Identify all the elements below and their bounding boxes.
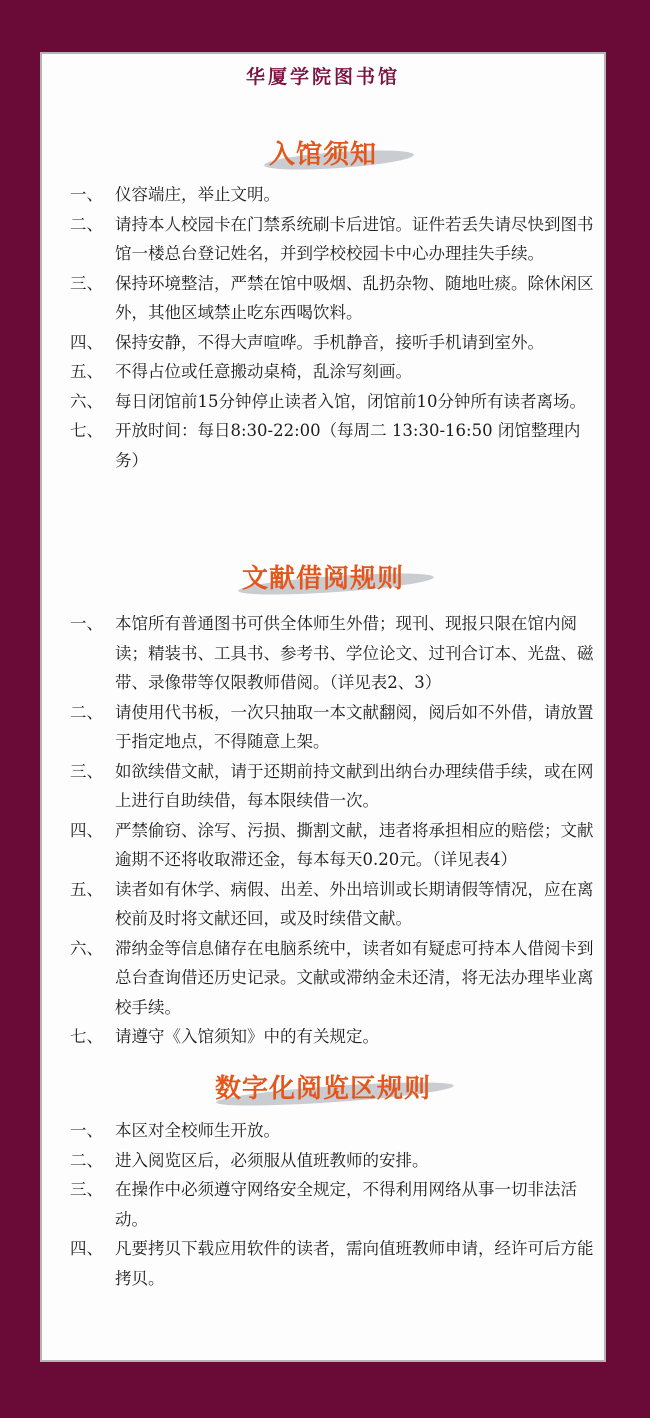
rule-number: 四、 [70,1239,103,1258]
rule-text: 请遵守《入馆须知》中的有关规定。 [115,1027,379,1046]
rule-item [70,698,594,757]
rule-number: 一、 [70,614,103,633]
rule-number: 三、 [70,273,103,293]
rule-item [70,1022,594,1052]
rule-item [70,328,594,358]
rule-text: 本馆所有普通图书可供全体师生外借；现刊、现报只限在馆内阅读；精装书、工具书、参考书、学位论文、过刊合订本、光盘、磁带、录像带等仅限教师借阅。（详见表2、3） [115,614,594,692]
rule-item [70,934,594,1023]
rule-item [70,1116,594,1146]
borrowing-rules-list [70,609,594,1052]
rule-text: 读者如有休学、病假、出差、外出培训或长期请假等情况，应在离校前及时将文献还回，或及时续借文献。 [115,879,594,928]
rule-item [70,816,594,875]
section-title-digital-reading-rules [42,1068,604,1112]
rule-text: 保持安静，不得大声喧哗。手机静音，接听手机请到室外。 [115,332,544,352]
rule-text: 本区对全校师生开放。 [115,1121,280,1140]
rule-text: 每日闭馆前15分钟停止读者入馆，闭馆前10分钟所有读者离场。 [115,391,586,411]
rule-item [70,416,594,475]
rule-text: 如欲续借文献，请于还期前持文献到出纳台办理续借手续，或在网上进行自助续借，每本限续借一次。 [115,761,594,810]
entry-notice-rules [70,180,594,475]
section-title-text: 入馆须知 [268,140,377,170]
rule-number: 五、 [70,362,103,381]
rule-number: 三、 [70,1180,103,1199]
rule-item [70,357,594,387]
rules-poster-panel [40,52,606,1362]
rule-number: 一、 [70,185,103,204]
rule-text: 开放时间：每日8:30-22:00（每周二 13:30-16:50 闭馆整理内务） [115,421,581,470]
rule-text: 凡要拷贝下载应用软件的读者，需向值班教师申请，经许可后方能拷贝。 [115,1239,594,1288]
section-title-text: 数字化阅览区规则 [214,1074,431,1104]
rule-item [70,609,594,698]
rule-number: 七、 [70,1027,103,1046]
rule-number: 二、 [70,214,103,234]
rule-item [70,269,594,328]
section-title-text: 文献借阅规则 [241,564,404,594]
rule-text: 请持本人校园卡在门禁系统刷卡后进馆。证件若丢失请尽快到图书馆一楼总台登记姓名，并到学校校园卡中心办理挂失手续。 [115,214,594,263]
rule-text: 不得占位或任意搬动桌椅，乱涂写刻画。 [115,362,412,381]
rule-item [70,387,594,417]
rule-text: 进入阅览区后，必须服从值班教师的安排。 [115,1150,429,1170]
rule-item [70,180,594,210]
section-title-entry-notice [42,134,604,178]
rule-text: 严禁偷窃、涂写、污损、撕割文献，违者将承担相应的赔偿；文献逾期不还将收取滞还金，每本每天0.20元。（详见表4） [115,820,594,869]
rule-number: 五、 [70,879,103,899]
rule-item [70,757,594,816]
rule-item [70,1234,594,1293]
rule-text: 滞纳金等信息储存在电脑系统中，读者如有疑虑可持本人借阅卡到总台查询借还历史记录。文献或滞纳金未还清，将无法办理毕业离校手续。 [115,938,594,1017]
rule-item [70,1175,594,1234]
rule-number: 一、 [70,1121,103,1140]
rule-number: 二、 [70,1150,103,1170]
rule-text: 请使用代书板，一次只抽取一本文献翻阅，阅后如不外借，请放置于指定地点，不得随意上架。 [115,702,594,751]
section-title-borrowing-rules [42,558,604,602]
rule-text: 在操作中必须遵守网络安全规定，不得利用网络从事一切非法活动。 [115,1180,577,1229]
rule-number: 七、 [70,421,103,440]
rule-item [70,875,594,934]
rule-text: 仪容端庄，举止文明。 [115,185,280,204]
rule-number: 三、 [70,761,103,781]
rule-number: 六、 [70,938,103,958]
rule-item [70,1146,594,1176]
rule-text: 保持环境整洁，严禁在馆中吸烟、乱扔杂物、随地吐痰。除休闲区外，其他区域禁止吃东西喝饮料。 [115,273,594,322]
rule-number: 四、 [70,820,103,840]
rule-item [70,210,594,269]
rule-number: 四、 [70,332,103,352]
rule-number: 二、 [70,702,103,722]
rule-number: 六、 [70,391,103,411]
digital-reading-rules-list [70,1116,594,1293]
library-name-header: 华厦学院图书馆 [245,66,400,88]
